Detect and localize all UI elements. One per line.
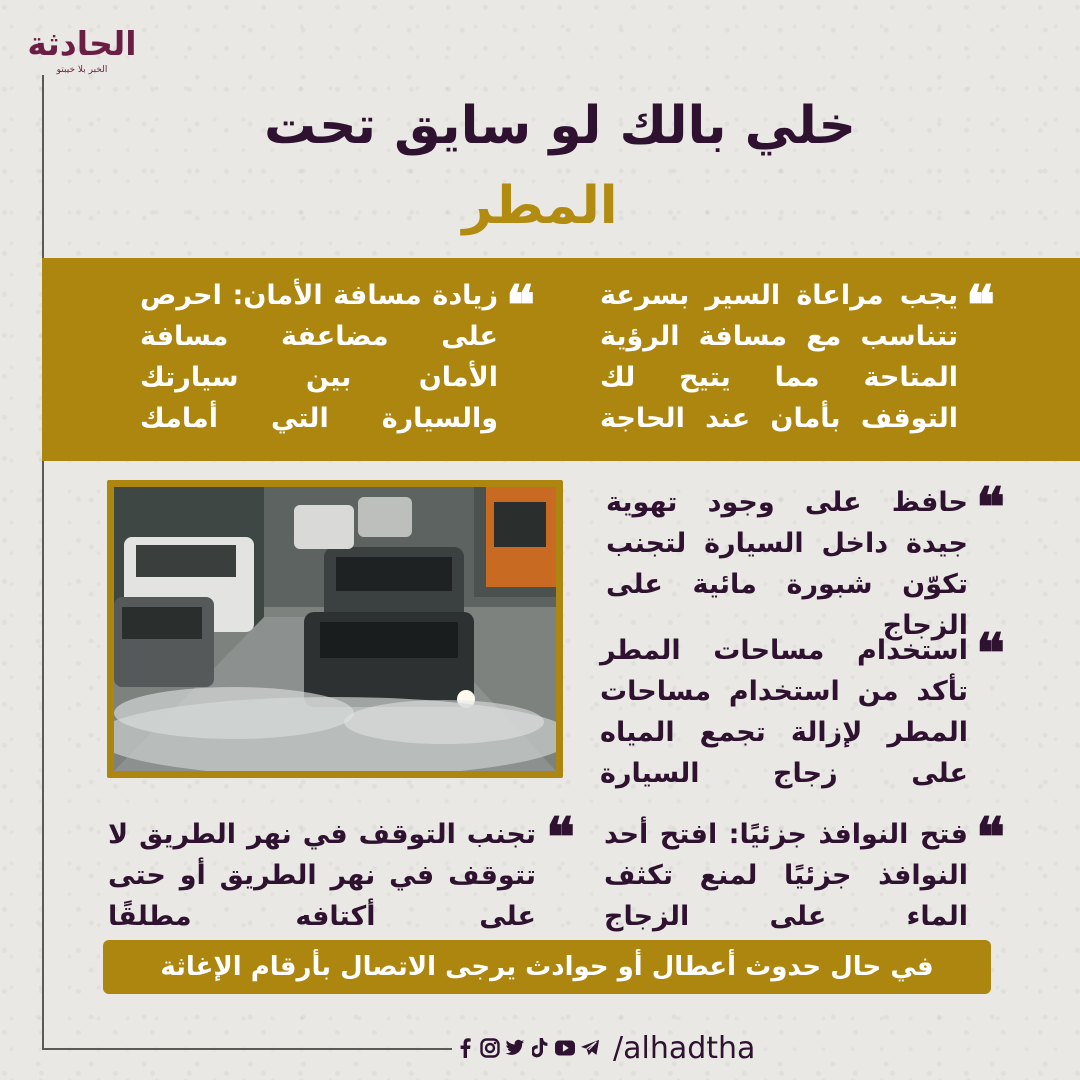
facebook-icon[interactable] bbox=[455, 1038, 475, 1058]
tip-ventilation: حافظ على وجود تهوية جيدة داخل السيارة لتجنب تكوّن شبورة مائية على الزجاج bbox=[606, 487, 968, 641]
emergency-banner bbox=[103, 940, 991, 994]
quote-icon: ❝ bbox=[966, 273, 996, 337]
instagram-icon[interactable] bbox=[480, 1038, 500, 1058]
emergency-text: في حال حدوث أعطال أو حوادث يرجى الاتصال بأرقام الإغاثة bbox=[160, 952, 934, 982]
rain-traffic-photo bbox=[107, 480, 563, 778]
frame-line bbox=[42, 75, 44, 1050]
telegram-icon[interactable] bbox=[580, 1038, 600, 1058]
rain-traffic-illustration bbox=[114, 487, 556, 771]
tip-safety-distance: زيادة مسافة الأمان: احرص على مضاعفة مسافة الأمان بين سيارتك والسيارة التي أمامك bbox=[140, 280, 498, 434]
social-handle[interactable]: /alhadtha bbox=[613, 1030, 756, 1066]
twitter-icon[interactable] bbox=[505, 1038, 525, 1058]
quote-icon: ❝ bbox=[976, 805, 1006, 869]
social-bar bbox=[455, 1028, 755, 1068]
page-title-highlight: المطر bbox=[462, 176, 618, 236]
tip-wipers: استخدام مساحات المطر تأكد من استخدام مساحات المطر لإزالة تجمع المياه على زجاج السيارة bbox=[600, 635, 968, 789]
tiktok-icon[interactable] bbox=[530, 1038, 550, 1058]
tip-speed: يجب مراعاة السير بسرعة تتناسب مع مسافة الرؤية المتاحة مما يتيح لك التوقف بأمان عند الحاجة bbox=[600, 280, 958, 434]
quote-icon: ❝ bbox=[546, 805, 576, 869]
page-title: خلي بالك لو سايق تحت bbox=[264, 96, 856, 156]
tip-river: تجنب التوقف في نهر الطريق لا تتوقف في نهر الطريق أو حتى على أكتافه مطلقًا bbox=[108, 819, 536, 932]
quote-icon: ❝ bbox=[506, 273, 536, 337]
logo bbox=[12, 24, 152, 80]
quote-icon: ❝ bbox=[976, 621, 1006, 685]
bottom-divider bbox=[42, 1048, 452, 1050]
logo-tagline: الخبر بلا خيبتو bbox=[56, 65, 108, 75]
quote-icon: ❝ bbox=[976, 475, 1006, 539]
youtube-icon[interactable] bbox=[555, 1038, 575, 1058]
logo-name: الحادثة bbox=[27, 24, 137, 63]
tip-windows: فتح النوافذ جزئيًا: افتح أحد النوافذ جزئيًا لمنع تكثف الماء على الزجاج bbox=[604, 819, 968, 932]
